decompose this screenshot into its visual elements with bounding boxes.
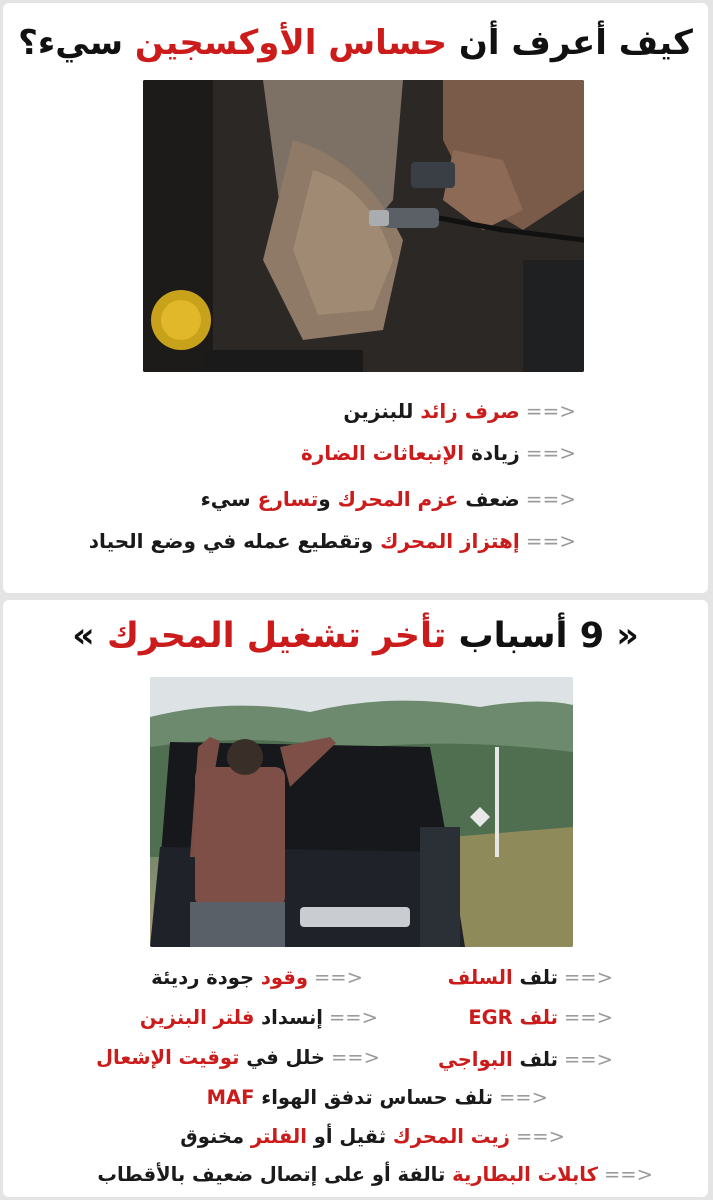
cause-text: تلف حساس تدفق الهواء [254,1086,493,1109]
cause-item [468,1006,613,1029]
cause-text: خلل في [239,1046,325,1069]
arrow-icon: <== [525,399,576,423]
cause-text: تلف [512,1048,558,1071]
cause-item [448,966,613,989]
symptom-item [301,441,576,465]
panel2-title [3,616,708,656]
symptom-item [343,399,576,423]
title-text-end: سيء؟ [18,23,135,63]
arrow-icon: <== [525,529,576,553]
cause-text: MAF [206,1086,255,1109]
cause-item [151,966,363,989]
cause-text: الفلتر [250,1125,307,1148]
sym-text: و [318,487,338,511]
title-quote-open: « [604,616,639,656]
cause-text: تالفة أو على إتصال ضعيف بالأقطاب [97,1163,453,1186]
cause-text: فلتر البنزين [139,1006,255,1029]
arrow-icon: <== [515,1125,565,1148]
cause-item [180,1125,565,1148]
sym-text: تسارع [257,487,319,511]
sym-text: الإنبعاثات الضارة [300,441,465,465]
cause-text: السلف [447,966,513,989]
arrow-icon: <== [563,1006,613,1029]
sym-1 [343,399,576,423]
cause-text: ثقيل أو [306,1125,393,1148]
cause-text: تلف [512,966,558,989]
arrow-icon: <== [563,966,613,989]
title-quote-close: » [72,616,107,656]
sym-text: سيء [200,487,258,511]
title-highlight: حساس الأوكسجين [134,23,447,63]
cause-text: وقود [260,966,308,989]
arrow-icon: <== [313,966,363,989]
title-text: 9 أسباب [446,616,605,656]
arrow-icon: <== [498,1086,548,1109]
cause-item [96,1046,380,1069]
cause-text: تلف EGR [468,1006,558,1029]
symptom-item [89,529,576,553]
cause-text: توقيت الإشعال [96,1046,240,1069]
cause-text: زيت المحرك [392,1125,510,1148]
title-highlight: تأخر تشغيل المحرك [106,616,447,656]
cause-text: مخنوق [180,1125,251,1148]
cause-item [140,1006,378,1029]
sym-text: صرف زائد [420,399,520,423]
cause-text: كابلات البطارية [452,1163,598,1186]
arrow-icon: <== [563,1048,613,1071]
arrow-icon: <== [603,1163,653,1186]
cause-item [438,1048,613,1071]
panel1-title [3,23,708,63]
sym-text: إهتزاز المحرك [380,529,520,553]
oxygen-sensor-photo [143,80,584,372]
arrow-icon: <== [330,1046,380,1069]
sym-text: ضعف [458,487,520,511]
sym-text: للبنزين [343,399,421,423]
sym-text: زيادة [464,441,520,465]
sym-text: وتقطيع عمله في وضع الحياد [88,529,381,553]
engine-start-delay-panel [3,600,708,1197]
arrow-icon: <== [525,441,576,465]
arrow-icon: <== [328,1006,378,1029]
title-text: كيف أعرف أن [447,23,693,63]
cause-text: جودة رديئة [151,966,261,989]
arrow-icon: <== [525,487,576,511]
oxygen-sensor-panel [3,3,708,593]
sym-text: عزم المحرك [337,487,459,511]
cause-item [207,1086,548,1109]
cause-text: إنسداد [254,1006,323,1029]
cause-text: البواجي [438,1048,513,1071]
cause-item [97,1163,653,1186]
car-hood-photo [150,677,573,947]
symptom-item [201,487,576,511]
